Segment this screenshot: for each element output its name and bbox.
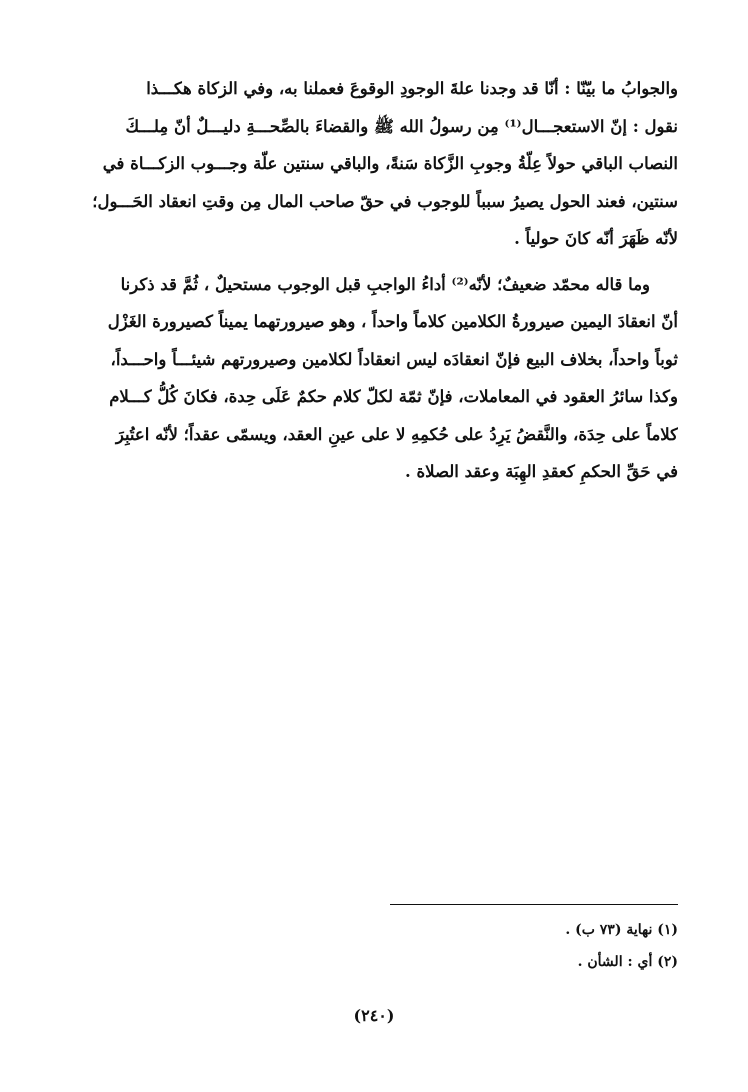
main-text (72, 70, 678, 491)
text-line: كلاماً على حِدَة، والنَّقضُ يَرِدُ على حُكمِهِ لا على عينِ العقد، ويسمّى عقداً؛ لأنّه اعتُبِرَ (115, 424, 678, 444)
text-line: نقول : إنّ الاستعجـــال⁽¹⁾ مِن رسولُ الله ﷺ والقضاءَ بالصِّحـــةِ دليـــلٌ أنّ مِلـــكَ (125, 116, 678, 136)
text-line: سنتين، فعند الحول يصيرُ سبباً للوجوب في حقّ صاحب المال مِن وقتِ انعقاد الحَـــول؛ (92, 191, 678, 211)
footnote-2: (٢) أي : الشأن . (577, 954, 678, 970)
text-line: في حَقِّ الحكمِ كعقدِ الهِبَة وعقد الصلاة . (404, 462, 678, 481)
footnote-divider (390, 904, 678, 905)
text-line: ثوباً واحداً، بخلاف البيع فإنّ انعقادَه ليس انعقاداً لكلامين وصيرورتهم شيئـــاً واحـــداً، (110, 349, 678, 369)
text-line: لأنّه ظَهَرَ أنّه كانَ حولياً . (514, 229, 678, 248)
text-line: النصاب الباقي حولاً عِلّةُ وجوبِ الزَّكاة سَنةً، والباقي سنتين علّة وجـــوب الزكـــاة في (102, 154, 678, 173)
text-line: وما قاله محمّد ضعيفٌ؛ لأنّه⁽²⁾ أداءُ الواجبِ قبل الوجوب مستحيلٌ ، ثُمَّ قد ذكرنا (120, 274, 650, 294)
text-line: أنّ انعقادَ اليمين صيرورةُ الكلامين كلاماً واحداً ، وهو صيرورتهما يميناً كصيرورة الغَزْل (107, 312, 678, 331)
paragraph-2 (72, 266, 678, 491)
paragraph-1 (72, 70, 678, 258)
page-number: (٢٤٠) (353, 1006, 395, 1025)
text-line: والجوابُ ما بيّنّا : أنّا قد وجدنا علةَ الوجودِ الوقوعَ فعملنا به، وفي الزكاة هكـــذا (146, 79, 678, 98)
footnote-1: (١) نهاية (٧٣ ب) . (565, 922, 678, 938)
paragraph-gap (72, 258, 678, 266)
footnotes (390, 914, 678, 978)
text-line: وكذا سائرُ العقود في المعاملات، فإنّ ثمّة لكلّ كلام حكمٌ عَلَى حِدة، فكانَ كُلُّ كـــلام (109, 387, 678, 406)
